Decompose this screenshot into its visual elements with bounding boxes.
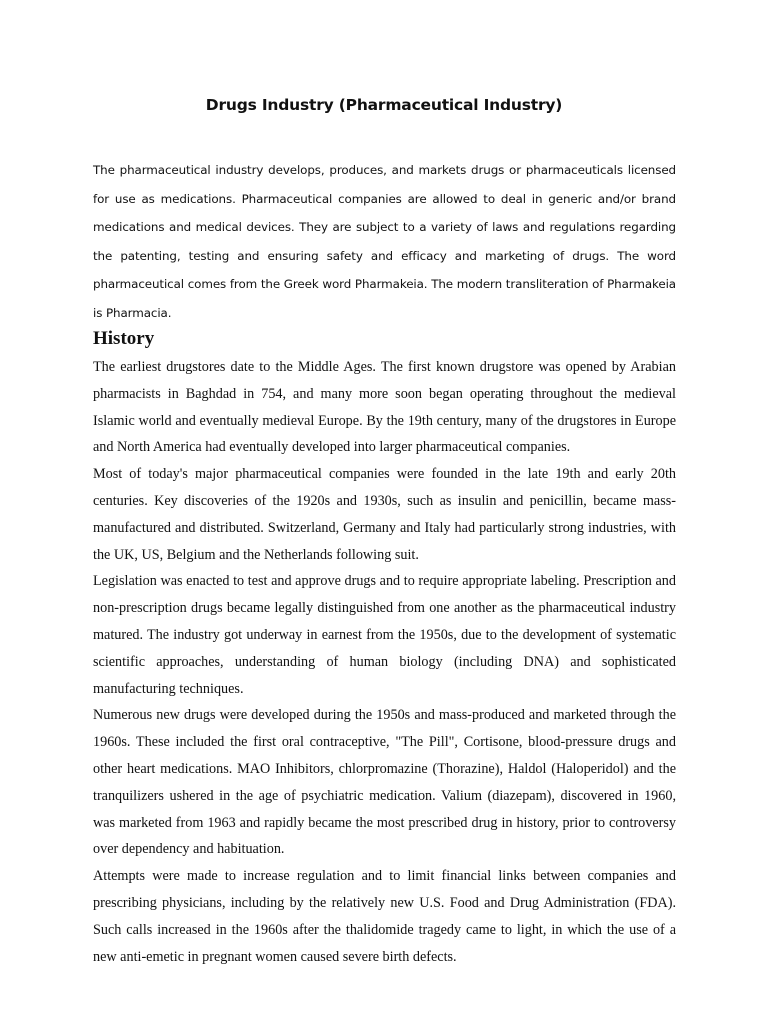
history-paragraph-1: The earliest drugstores date to the Middle Ages. The first known drugstore was opened by Arabian pharmacists in Baghdad in 754, and many more soon began operating throughout the medieval Islamic world and eventually medieval Europe. By the 19th century, many of the drugstores in Europe and North America had eventually developed into larger pharmaceutical companies. bbox=[93, 359, 676, 456]
document-title: Drugs Industry (Pharmaceutical Industry) bbox=[205, 96, 563, 114]
history-paragraph-4: Numerous new drugs were developed during the 1950s and mass-produced and marketed through the 1960s. These included the first oral contraceptive, "The Pill", Cortisone, blood-pressure drugs and other heart medications. MAO Inhibitors, chlorpromazine (Thorazine), Haldol (Haloperidol) and the tranquilizers ushered in the age of psychiatric medication. Valium (diazepam), discovered in 1960, was marketed from 1963 and rapidly became the most prescribed drug in history, prior to controversy over dependency and habituation. bbox=[93, 707, 676, 858]
history-paragraph-3: Legislation was enacted to test and approve drugs and to require appropriate labeling. Prescription and non-prescription drugs became legally distinguished from one another as the pharmaceutical industry matured. The industry got underway in earnest from the 1950s, due to the development of systematic scientific approaches, understanding of human biology (including DNA) and sophisticated manufacturing techniques. bbox=[93, 573, 676, 697]
history-paragraph-5: Attempts were made to increase regulation and to limit financial links between companies and prescribing physicians, including by the relatively new U.S. Food and Drug Administration (FDA). Such calls increased in the 1960s after the thalidomide tragedy came to light, in which the use of a new anti-emetic in pregnant women caused severe birth defects. bbox=[93, 868, 676, 965]
history-body bbox=[93, 354, 676, 970]
intro-paragraph: The pharmaceutical industry develops, produces, and markets drugs or pharmaceuticals licensed for use as medications. Pharmaceutical companies are allowed to deal in generic and/or brand medications and medical devices. They are subject to a variety of laws and regulations regarding the patenting, testing and ensuring safety and efficacy and marketing of drugs. The word pharmaceutical comes from the Greek word Pharmakeia. The modern transliteration of Pharmakeia is Pharmacia. bbox=[93, 163, 676, 320]
history-paragraph-2: Most of today's major pharmaceutical companies were founded in the late 19th and early 20th centuries. Key discoveries of the 1920s and 1930s, such as insulin and penicillin, became mass-manufactured and distributed. Switzerland, Germany and Italy had particularly strong industries, with the UK, US, Belgium and the Netherlands following suit. bbox=[93, 466, 676, 563]
history-heading: History bbox=[93, 328, 155, 349]
